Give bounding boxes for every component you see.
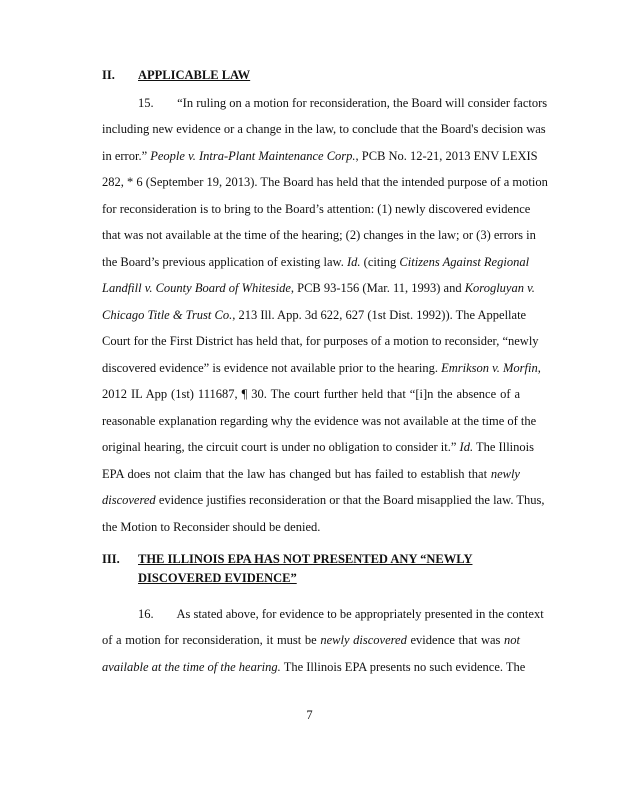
case-citation: Chicago Title & Trust Co.: [102, 308, 233, 322]
paragraph-number: 16.: [138, 607, 154, 621]
case-citation: Emrikson v. Morfin: [441, 361, 538, 375]
paragraph-line: Landfill v. County Board of Whiteside, PCB 93-156 (Mar. 11, 1993) and Korogluyan v.: [102, 281, 535, 295]
paragraph-line: discovered evidence” is evidence not available prior to the hearing. Emrikson v. Morfin,: [102, 361, 541, 375]
section-number: II.: [102, 68, 115, 82]
paragraph-line: in error.” People v. Intra-Plant Maintenance Corp., PCB No. 12-21, 2013 ENV LEXIS: [102, 149, 538, 163]
section-title: THE ILLINOIS EPA HAS NOT PRESENTED ANY “NEWLY: [138, 552, 473, 566]
case-citation: Korogluyan v.: [464, 281, 535, 295]
paragraph-line: for reconsideration is to bring to the Board’s attention: (1) newly discovered evidence: [102, 202, 531, 216]
paragraph-line: the Board’s previous application of existing law. Id. (citing Citizens Against Regional: [102, 255, 530, 269]
paragraph-line: Court for the First District has held that, for purposes of a motion to reconsider, “newly: [102, 334, 539, 348]
paragraph-line: EPA does not claim that the law has changed but has failed to establish that newly: [102, 467, 520, 481]
paragraph-line: 16. As stated above, for evidence to be appropriately presented in the context: [138, 607, 544, 621]
paragraph-number: 15.: [138, 96, 154, 110]
paragraph-line: including new evidence or a change in the law, to conclude that the Board's decision was: [102, 122, 546, 136]
paragraph-line: of a motion for reconsideration, it must be newly discovered evidence that was not: [102, 633, 521, 647]
page-number: 7: [306, 708, 313, 722]
case-citation: Landfill v. County Board of Whiteside: [102, 281, 291, 295]
paragraph-line: 2012 IL App (1st) 111687, ¶ 30. The court further held that “[i]n the absence of a: [102, 387, 520, 401]
paragraph-line: available at the time of the hearing. The Illinois EPA presents no such evidence. The: [102, 660, 526, 674]
paragraph-line: discovered evidence justifies reconsideration or that the Board misapplied the law. Thus,: [102, 493, 545, 507]
section-title: APPLICABLE LAW: [138, 68, 251, 82]
paragraph-line: the Motion to Reconsider should be denied.: [102, 520, 321, 534]
paragraph-line: that was not available at the time of the hearing; (2) changes in the law; or (3) errors in: [102, 228, 536, 242]
paragraph-line: Chicago Title & Trust Co., 213 Ill. App. 3d 622, 627 (1st Dist. 1992)). The Appellate: [102, 308, 527, 322]
paragraph-line: reasonable explanation regarding why the evidence was not available at the time of the: [102, 414, 537, 428]
case-citation: People v. Intra-Plant Maintenance Corp.: [150, 149, 356, 163]
paragraph-line: 282, * 6 (September 19, 2013). The Board has held that the intended purpose of a motion: [102, 175, 548, 189]
paragraph-line: original hearing, the circuit court is under no obligation to consider it.” Id. The Illinois: [102, 440, 534, 454]
section-title-line-2: DISCOVERED EVIDENCE”: [138, 571, 297, 585]
case-citation: Citizens Against Regional: [399, 255, 530, 269]
section-number: III.: [102, 552, 120, 566]
paragraph-line: 15. “In ruling on a motion for reconsideration, the Board will consider factors: [138, 96, 548, 110]
